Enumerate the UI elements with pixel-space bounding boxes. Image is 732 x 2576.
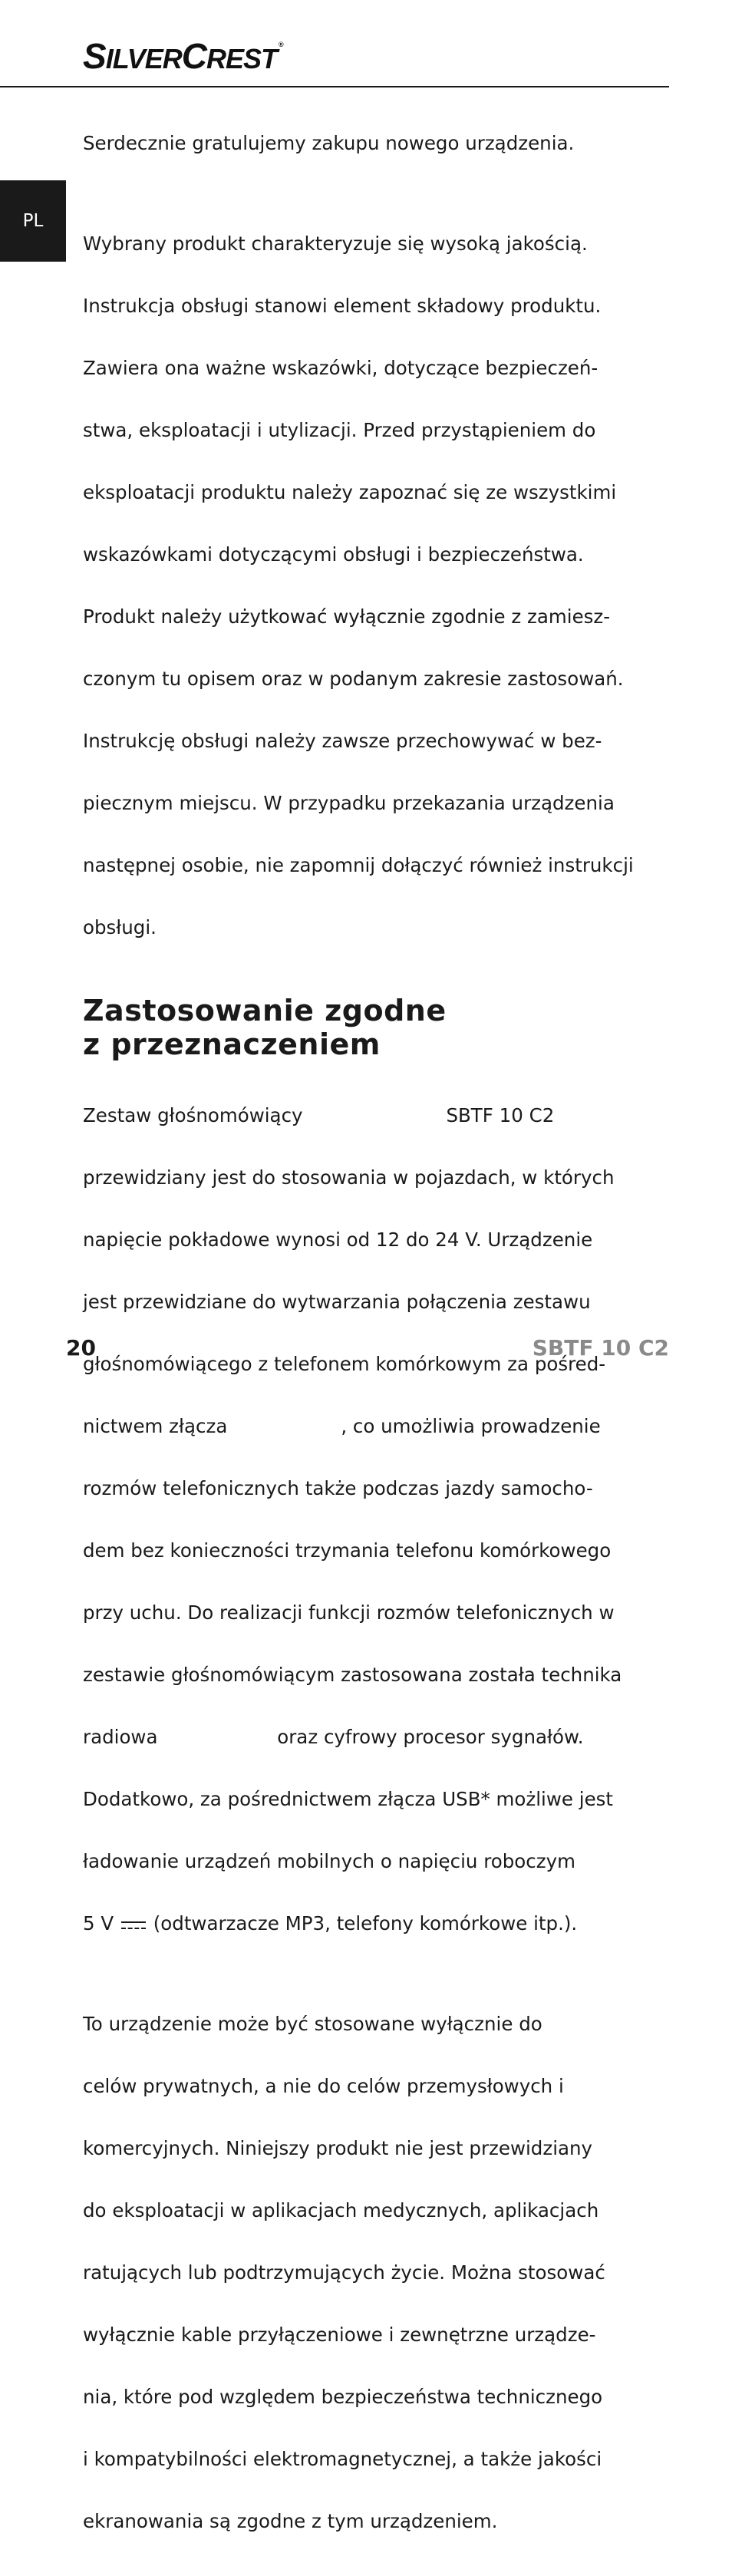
voltage-prefix: 5 V	[83, 1911, 120, 1934]
text-line: ładowanie urządzeń mobilnych o napięciu roboczym	[83, 1849, 575, 1872]
text-line: ratujących lub podtrzymujących życie. Można stosować	[83, 2261, 605, 2284]
heading-line: z przeznaczeniem	[83, 1027, 381, 1061]
footer-model-name: SBTF 10 C2	[532, 1335, 669, 1361]
section-paragraph-2	[83, 1978, 666, 2569]
text-line: wyłącznie kable przyłączeniowe i zewnętrzne urządze-	[83, 2324, 596, 2346]
header-rule	[0, 86, 669, 87]
text-line: eksploatacji produktu należy zapoznać się ze wszystkimi	[83, 481, 617, 503]
text-line: zestawie głośnomówiącym zastosowana została technika	[83, 1663, 622, 1686]
dc-current-icon	[120, 1918, 147, 1931]
text-line: ekranowania są zgodne z tym urządzeniem.	[83, 2510, 498, 2532]
text-line: piecznym miejscu. W przypadku przekazania urządzenia	[83, 792, 615, 814]
text-line: czonym tu opisem oraz w podanym zakresie zastosowań.	[83, 668, 624, 690]
text-line: głośnomówiącego z telefonem komórkowym za pośred-	[83, 1352, 606, 1375]
text-line: Dodatkowo, za pośrednictwem złącza USB* możliwe jest	[83, 1787, 614, 1810]
text-line	[83, 1908, 666, 1940]
text-line: Zawiera ona ważne wskazówki, dotyczące bezpieczeń-	[83, 357, 598, 379]
brand-logo: SILVERCREST ®	[83, 36, 283, 76]
text-line: komercyjnych. Niniejszy produkt nie jest przewidziany	[83, 2137, 593, 2159]
text-line: radiowa oraz cyfrowy procesor sygnałów.	[83, 1725, 584, 1748]
text-line: Produkt należy użytkować wyłącznie zgodnie z zamiesz-	[83, 605, 611, 628]
text-line: stwa, eksploatacji i utylizacji. Przed przystąpieniem do	[83, 419, 596, 441]
text-line: Zestaw głośnomówiący SBTF 10 C2	[83, 1103, 555, 1126]
text-line: Serdecznie gratulujemy zakupu nowego urządzenia.	[83, 131, 575, 154]
language-tab: PL	[0, 180, 66, 262]
text-line: nia, które pod względem bezpieczeństwa technicznego	[83, 2386, 603, 2408]
text-line: dem bez konieczności trzymania telefonu komórkowego	[83, 1539, 612, 1562]
page-number: 20	[66, 1335, 96, 1361]
text-line: Instrukcja obsługi stanowi element składowy produktu.	[83, 295, 602, 317]
text-line: przewidziany jest do stosowania w pojazdach, w których	[83, 1166, 615, 1189]
text-line: Instrukcję obsługi należy zawsze przechowywać w bez-	[83, 730, 602, 752]
text-line: jest przewidziane do wytwarzania połączenia zestawu	[83, 1290, 591, 1313]
text-line: wskazówkami dotyczącymi obsługi i bezpieczeństwa.	[83, 543, 584, 566]
text-line: następnej osobie, nie zapomnij dołączyć również instrukcji	[83, 854, 634, 876]
text-line: rozmów telefonicznych także podczas jazdy samocho-	[83, 1476, 593, 1499]
heading-line: Zastosowanie zgodne	[83, 994, 447, 1027]
text-line: do eksploatacji w aplikacjach medycznych, aplikacjach	[83, 2199, 599, 2221]
intro-paragraph-1	[83, 97, 666, 190]
section-paragraph-1	[83, 1069, 666, 1971]
text-line: celów prywatnych, a nie do celów przemysłowych i	[83, 2075, 564, 2097]
text-line: napięcie pokładowe wynosi od 12 do 24 V. Urządzenie	[83, 1228, 593, 1251]
text-line: obsługi.	[83, 916, 157, 938]
text-line: i kompatybilności elektromagnetycznej, a także jakości	[83, 2448, 602, 2470]
text-line: przy uchu. Do realizacji funkcji rozmów telefonicznych w	[83, 1601, 615, 1624]
text-line: nictwem złącza , co umożliwia prowadzenie	[83, 1414, 601, 1437]
section-heading	[83, 994, 666, 1061]
intro-paragraph-2	[83, 198, 666, 975]
text-line: To urządzenie może być stosowane wyłącznie do	[83, 2013, 542, 2035]
text-line: Wybrany produkt charakteryzuje się wysoką jakością.	[83, 233, 588, 255]
voltage-suffix: (odtwarzacze MP3, telefony komórkowe itp.).	[147, 1911, 578, 1934]
